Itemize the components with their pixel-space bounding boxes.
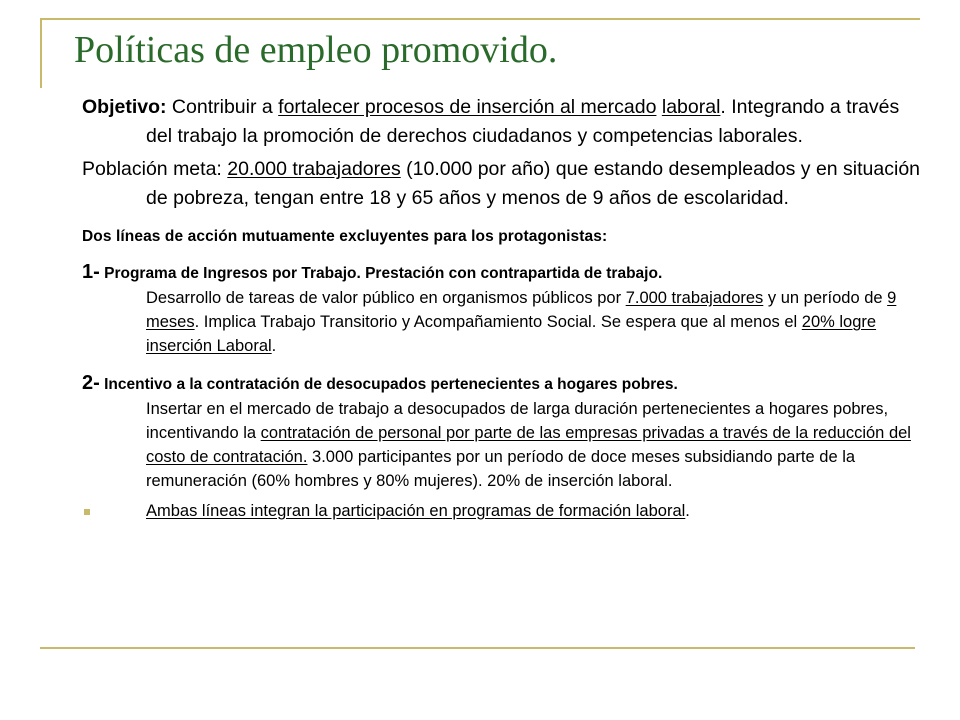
line-1-underline-1: 7.000 trabajadores	[625, 289, 764, 307]
line-2-title-text: Incentivo a la contratación de desocupados pertenecientes a hogares pobres.	[99, 376, 678, 393]
bullet-item	[82, 499, 922, 523]
line-2-body	[82, 397, 922, 493]
population-underline-1: 20.000 trabajadores	[227, 158, 401, 180]
line-1-text-4: .	[271, 337, 277, 355]
objective-text-3: . Integrando a través del trabajo la promoción de derechos ciudadanos y competencias laborales.	[146, 96, 900, 147]
line-1-underline-2: 9 meses	[146, 289, 897, 331]
objective-label: Objetivo:	[82, 96, 167, 118]
line-1-text-2: y un período de	[763, 289, 888, 307]
line-1-title-text: Programa de Ingresos por Trabajo. Prestación con contrapartida de trabajo.	[99, 265, 663, 282]
objective-text-1: Contribuir a	[166, 96, 279, 118]
square-bullet-icon	[84, 509, 90, 515]
line-2-title	[82, 372, 922, 396]
action-lines-heading: Dos líneas de acción mutuamente excluyentes para los protagonistas:	[82, 228, 608, 245]
line-2-underline-1: contratación de personal por parte de las empresas privadas a través de la reducción del costo de contratación.	[146, 424, 911, 466]
line-1-underline-3: 20% logre inserción Laboral	[146, 313, 877, 355]
decorative-vertical-line	[40, 18, 42, 88]
decorative-bottom-line	[40, 647, 915, 649]
slide-content	[82, 93, 922, 523]
line-2-text-1: Insertar en el mercado de trabajo a desocupados de larga duración pertenecientes a hogares pobres, incentivando la	[146, 400, 889, 442]
line-1-title	[82, 261, 922, 285]
line-1-text-1: Desarrollo de tareas de valor público en organismos públicos por	[146, 289, 626, 307]
line-2-number: 2-	[82, 372, 100, 394]
objective-underline-1: fortalecer procesos de inserción al mercado	[278, 96, 657, 118]
bullet-underline-1: Ambas líneas integran la participación en programas de formación laboral	[146, 502, 686, 520]
population-text-1: Población meta:	[82, 158, 228, 180]
line-1-number: 1-	[82, 261, 100, 283]
objective-paragraph	[82, 93, 922, 151]
population-text-2: (10.000 por año) que estando desempleados y en situación de pobreza, tengan entre 18 y 65 años y menos de 9 años de escolaridad.	[146, 158, 921, 209]
line-1-body	[82, 286, 922, 358]
line-1-text-3: . Implica Trabajo Transitorio y Acompañamiento Social. Se espera que al menos el	[194, 313, 802, 331]
objective-underline-2: laboral	[661, 96, 721, 118]
target-population-paragraph	[82, 155, 922, 213]
bullet-text-1: .	[685, 502, 690, 520]
page-title: Políticas de empleo promovido.	[74, 29, 558, 71]
decorative-top-line	[40, 18, 920, 20]
line-2-text-2: 3.000 participantes por un período de doce meses subsidiando parte de la remuneración (60% hombres y 80% mujeres). 20% de inserción laboral.	[146, 448, 856, 490]
